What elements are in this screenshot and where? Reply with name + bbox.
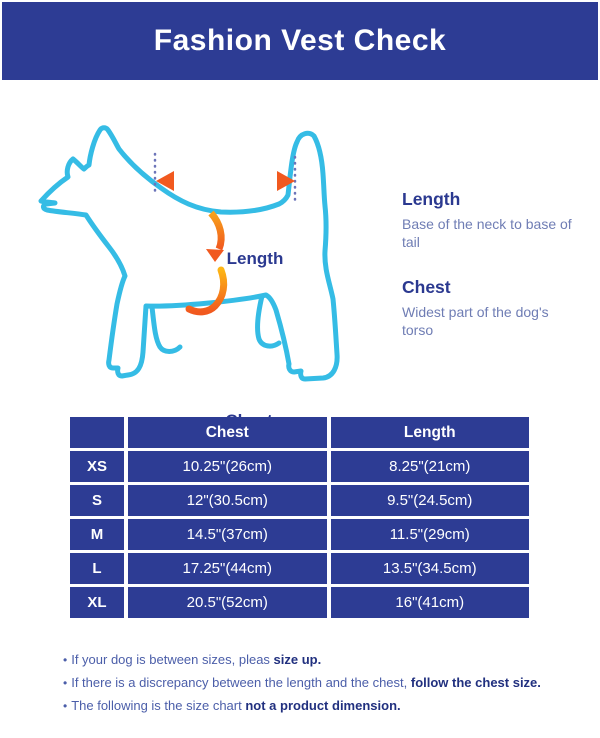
dog-outline-illustration [28,100,400,410]
note-item [63,698,593,714]
size-label-xl: XL [70,587,124,618]
dog-body-outline [41,128,337,379]
size-label-m: M [70,519,124,550]
table-header-length: Length [331,417,530,448]
chest-value-s: 12"(30.5cm) [128,485,327,516]
header-banner [2,2,598,80]
table-header-size [70,417,124,448]
note-text: The following is the size chart [71,698,246,713]
dog-far-front-leg [152,307,180,352]
note-bold-text: follow the chest size. [410,675,541,690]
length-definition-term: Length [402,189,461,209]
bullet-icon: • [63,699,68,713]
chest-definition-text: Widest part of the dog's torso [402,304,549,338]
bullet-icon: • [63,676,68,690]
chest-value-l: 17.25"(44cm) [128,553,327,584]
length-value-m: 11.5"(29cm) [331,519,530,550]
length-definition [402,189,582,251]
size-chart-table [70,417,529,618]
length-value-xs: 8.25"(21cm) [331,451,530,482]
length-value-l: 13.5"(34.5cm) [331,553,530,584]
length-value-s: 9.5"(24.5cm) [331,485,530,516]
notes-section [63,652,593,721]
definitions-panel [402,189,582,339]
chest-definition [402,277,582,339]
note-bold-text: size up. [273,652,322,667]
bullet-icon: • [63,653,68,667]
size-label-xs: XS [70,451,124,482]
size-label-s: S [70,485,124,516]
note-item [63,652,593,668]
length-definition-text: Base of the neck to base of tail [402,216,572,250]
note-text: If your dog is between sizes, pleas [71,652,274,667]
diagram-length-label: Length [226,249,284,268]
chest-value-xs: 10.25"(26cm) [128,451,327,482]
length-value-xl: 16"(41cm) [331,587,530,618]
note-text: If there is a discrepancy between the length and the chest, [71,675,411,690]
chest-definition-term: Chest [402,277,451,297]
chest-value-xl: 20.5"(52cm) [128,587,327,618]
page-title: Fashion Vest Check [153,24,447,57]
note-bold-text: not a product dimension. [245,698,401,713]
table-header-chest: Chest [128,417,327,448]
dog-measurement-diagram [28,100,400,410]
chest-value-m: 14.5"(37cm) [128,519,327,550]
note-item [63,675,593,691]
size-label-l: L [70,553,124,584]
